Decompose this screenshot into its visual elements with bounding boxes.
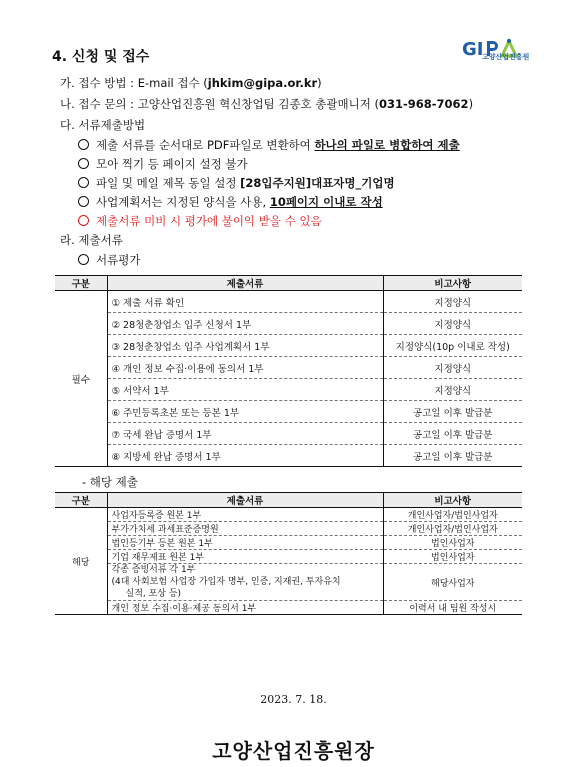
note-cell: 지정양식(10p 이내로 작성)	[383, 335, 522, 357]
document-line: 각종 증빙서류 각 1부	[111, 565, 196, 575]
submission-method-text: 가. 접수 방법 : E-mail 접수 (	[60, 76, 208, 90]
circle-bullet-icon	[78, 177, 89, 188]
note-cell: 공고일 이후 발급분	[383, 401, 522, 423]
note-cell: 법인사업자	[383, 536, 522, 550]
required-documents-table	[55, 275, 522, 467]
document-cell: ⑥ 주민등록초본 또는 등본 1부	[107, 401, 383, 423]
table-row	[55, 313, 522, 335]
document-review-label	[78, 252, 140, 268]
document-cell: ③ 28청춘창업소 입주 사업계획서 1부	[107, 335, 383, 357]
note-cell: 법인사업자	[383, 550, 522, 564]
method-item-3	[78, 175, 395, 191]
applicable-label: - 해당 제출	[82, 475, 138, 489]
submission-method-suffix: )	[317, 76, 322, 90]
table-row	[55, 550, 522, 564]
applicable-documents-table	[55, 492, 522, 615]
method-item-4-text: 사업계획서는 지정된 양식을 사용,	[96, 195, 270, 209]
submission-method-heading: 다. 서류제출방법	[60, 118, 146, 132]
logo-text: 고양산업진흥원	[482, 53, 530, 61]
section-title: 4. 신청 및 접수	[52, 49, 150, 65]
note-cell: 개인사업자/법인사업자	[383, 522, 522, 536]
table-header	[55, 493, 522, 508]
document-cell-multiline	[107, 564, 383, 601]
note-cell: 개인사업자/법인사업자	[383, 508, 522, 522]
header-notes: 비고사항	[383, 276, 522, 291]
category-required: 필수	[55, 291, 107, 467]
table-row	[55, 401, 522, 423]
table-header	[55, 276, 522, 291]
document-review-text: 서류평가	[96, 253, 141, 267]
document-cell: 부가가치세 과세표준증명원	[107, 522, 383, 536]
note-cell: 해당사업자	[383, 564, 522, 601]
line-submission-method	[60, 75, 322, 91]
method-item-1-text: 제출 서류를 순서대로 PDF파일로 변환하여	[96, 138, 315, 152]
contact-phone: 031-968-7062	[378, 97, 469, 111]
table-row	[55, 357, 522, 379]
header-notes: 비고사항	[383, 493, 522, 508]
note-cell: 지정양식	[383, 313, 522, 335]
method-item-3-text: 파일 및 메일 제목 동일 설정	[96, 176, 241, 190]
note-cell: 지정양식	[383, 357, 522, 379]
table-row	[55, 423, 522, 445]
document-cell: ⑦ 국세 완납 증명서 1부	[107, 423, 383, 445]
document-cell: 기업 재무제표 원본 1부	[107, 550, 383, 564]
method-item-2-text: 모아 찍기 등 페이지 설정 불가	[96, 157, 248, 171]
table-row	[55, 445, 522, 467]
table-row	[55, 335, 522, 357]
issuer-signature: 고양산업진흥원장	[212, 739, 375, 763]
method-item-4-emph: 10페이지 이내로 작성	[269, 195, 383, 209]
document-cell: ⑤ 서약서 1부	[107, 379, 383, 401]
document-line: (4대 사회보험 사업장 가입자 명부, 인증, 지재권, 투자유치	[111, 577, 341, 587]
table-row	[55, 522, 522, 536]
category-applicable: 해당	[55, 508, 107, 615]
table-row	[55, 564, 522, 601]
note-cell: 지정양식	[383, 379, 522, 401]
table-row	[55, 536, 522, 550]
circle-bullet-icon	[78, 215, 89, 226]
document-cell: ② 28청춘창업소 입주 신청서 1부	[107, 313, 383, 335]
header-category: 구분	[55, 493, 107, 508]
note-cell: 이력서 내 팀원 작성시	[383, 601, 522, 615]
document-cell: ④ 개인 정보 수집·이용에 동의서 1부	[107, 357, 383, 379]
svg-text:GI: GI	[462, 39, 484, 60]
inquiry-text: 나. 접수 문의 : 고양산업진흥원 혁신창업팀 김종호 총괄매니저 (	[60, 97, 379, 111]
header-category: 구분	[55, 276, 107, 291]
circle-bullet-icon	[78, 196, 89, 207]
method-item-3-emph: [28입주지원]대표자명_기업명	[240, 176, 395, 190]
document-cell: ① 제출 서류 확인	[107, 291, 383, 313]
method-item-1	[78, 137, 460, 153]
method-item-2	[78, 156, 248, 172]
contact-email[interactable]: jhkim@gipa.or.kr	[207, 76, 318, 90]
inquiry-suffix: )	[468, 97, 474, 111]
header-documents: 제출서류	[107, 276, 383, 291]
document-date: 2023. 7. 18.	[260, 693, 327, 706]
table-row	[55, 291, 522, 313]
note-cell: 지정양식	[383, 291, 522, 313]
documents-heading: 라. 제출서류	[60, 233, 123, 247]
table-row	[55, 379, 522, 401]
circle-bullet-icon	[78, 254, 89, 265]
document-cell: ⑧ 지방세 완납 증명서 1부	[107, 445, 383, 467]
circle-bullet-icon	[78, 158, 89, 169]
header-documents: 제출서류	[107, 493, 383, 508]
note-cell: 공고일 이후 발급분	[383, 445, 522, 467]
table-row	[55, 601, 522, 615]
document-cell: 개인 정보 수집·이용·제공 동의서 1부	[107, 601, 383, 615]
circle-bullet-icon	[78, 139, 89, 150]
table-row	[55, 508, 522, 522]
method-item-1-emph: 하나의 파일로 병합하여 제출	[314, 138, 460, 152]
document-line: 실적, 포상 등)	[125, 589, 182, 599]
note-cell: 공고일 이후 발급분	[383, 423, 522, 445]
method-item-5	[78, 213, 322, 229]
line-inquiry	[60, 96, 473, 112]
document-cell: 법인등기부 등본 원본 1부	[107, 536, 383, 550]
document-cell: 사업자등록증 원본 1부	[107, 508, 383, 522]
method-item-5-text: 제출서류 미비 시 평가에 불이익 받을 수 있음	[96, 214, 322, 228]
method-item-4	[78, 194, 383, 210]
